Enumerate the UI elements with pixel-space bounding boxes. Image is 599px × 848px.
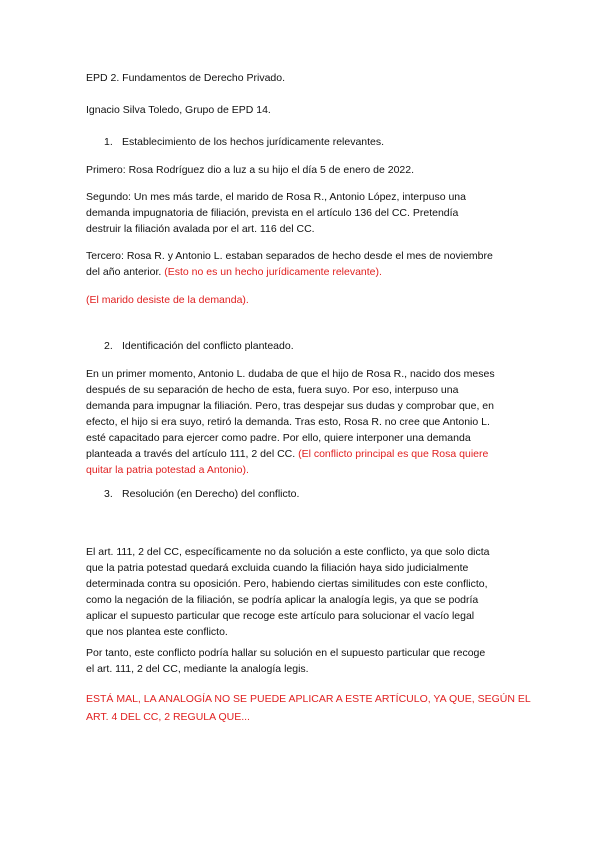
text-line: Por tanto, este conflicto podría hallar su solución en el supuesto particular que recoge xyxy=(86,647,486,659)
correction-note-desiste: (El marido desiste de la demanda). xyxy=(86,294,249,306)
text-line: esté capacitado para ejercer como padre. Por ello, quiere interponer una demanda xyxy=(86,432,471,444)
section-heading-3 xyxy=(104,486,534,502)
conflicto-paragraph xyxy=(86,366,516,478)
text-line: ESTÁ MAL, LA ANALOGÍA NO SE PUEDE APLICAR A ESTE ARTÍCULO, YA QUE, SEGÚN EL xyxy=(86,693,531,705)
text-line: que nos plantea este conflicto. xyxy=(86,626,228,638)
text-line: el art. 111, 2 del CC, mediante la analogía legis. xyxy=(86,663,309,675)
text-line: aplicar el supuesto particular que recoge este artículo para solucionar el vacío legal xyxy=(86,610,475,622)
section-number: 3. xyxy=(104,488,113,500)
text-fragment: planteada a través del artículo 111, 2 del CC. xyxy=(86,448,296,460)
correction-note: (El conflicto principal es que Rosa quiere xyxy=(298,448,489,460)
section-title: Resolución (en Derecho) del conflicto. xyxy=(122,488,300,500)
section-heading-2 xyxy=(104,338,534,354)
resolucion-paragraph-2 xyxy=(86,645,516,677)
text-line: efecto, el hijo si era suyo, retiró la demanda. Tras esto, Rosa R. no cree que Antonio L. xyxy=(86,416,490,428)
text-line: demanda para impugnar la filiación. Pero, tras despejar sus dudas y comprobar que, en xyxy=(86,400,494,412)
hecho-tercero xyxy=(86,248,516,280)
text-line xyxy=(86,446,516,462)
text-fragment: del año anterior. xyxy=(86,266,162,278)
section-number: 1. xyxy=(104,136,113,148)
section-title: Identificación del conflicto planteado. xyxy=(122,340,294,352)
text-line: que la patria potestad quedará excluida cuando la filiación haya sido judicialmente xyxy=(86,562,469,574)
text-line: ART. 4 DEL CC, 2 REGULA QUE... xyxy=(86,711,250,723)
text-line: después de su separación de hecho de esta, fuera suyo. Por eso, interpuso una xyxy=(86,384,459,396)
header-author: Ignacio Silva Toledo, Grupo de EPD 14. xyxy=(86,104,271,116)
text-line: determinada contra su oposición. Pero, habiendo ciertas similitudes con este conflicto, xyxy=(86,578,488,590)
hecho-primero: Primero: Rosa Rodríguez dio a luz a su hijo el día 5 de enero de 2022. xyxy=(86,164,415,176)
correction-block xyxy=(86,690,531,726)
correction-note: (Esto no es un hecho jurídicamente relevante). xyxy=(164,266,382,278)
section-title: Establecimiento de los hechos jurídicamente relevantes. xyxy=(122,136,385,148)
text-line: demanda impugnatoria de filiación, prevista en el artículo 136 del CC. Pretendía xyxy=(86,207,459,219)
text-line: destruir la filiación avalada por el art. 116 del CC. xyxy=(86,223,315,235)
section-number: 2. xyxy=(104,340,113,352)
text-line xyxy=(86,264,516,280)
hecho-segundo xyxy=(86,189,516,237)
section-heading-1 xyxy=(104,134,534,150)
correction-note-continued: quitar la patria potestad a Antonio). xyxy=(86,464,249,476)
text-line: Tercero: Rosa R. y Antonio L. estaban separados de hecho desde el mes de noviembre xyxy=(86,250,493,262)
header-title: EPD 2. Fundamentos de Derecho Privado. xyxy=(86,72,286,84)
text-line: El art. 111, 2 del CC, específicamente no da solución a este conflicto, ya que solo dicta xyxy=(86,546,490,558)
text-line: Segundo: Un mes más tarde, el marido de Rosa R., Antonio López, interpuso una xyxy=(86,191,466,203)
text-line: como la negación de la filiación, se podría aplicar la analogía legis, ya que se podría xyxy=(86,594,479,606)
text-line: En un primer momento, Antonio L. dudaba de que el hijo de Rosa R., nacido dos meses xyxy=(86,368,495,380)
resolucion-paragraph-1 xyxy=(86,544,516,640)
